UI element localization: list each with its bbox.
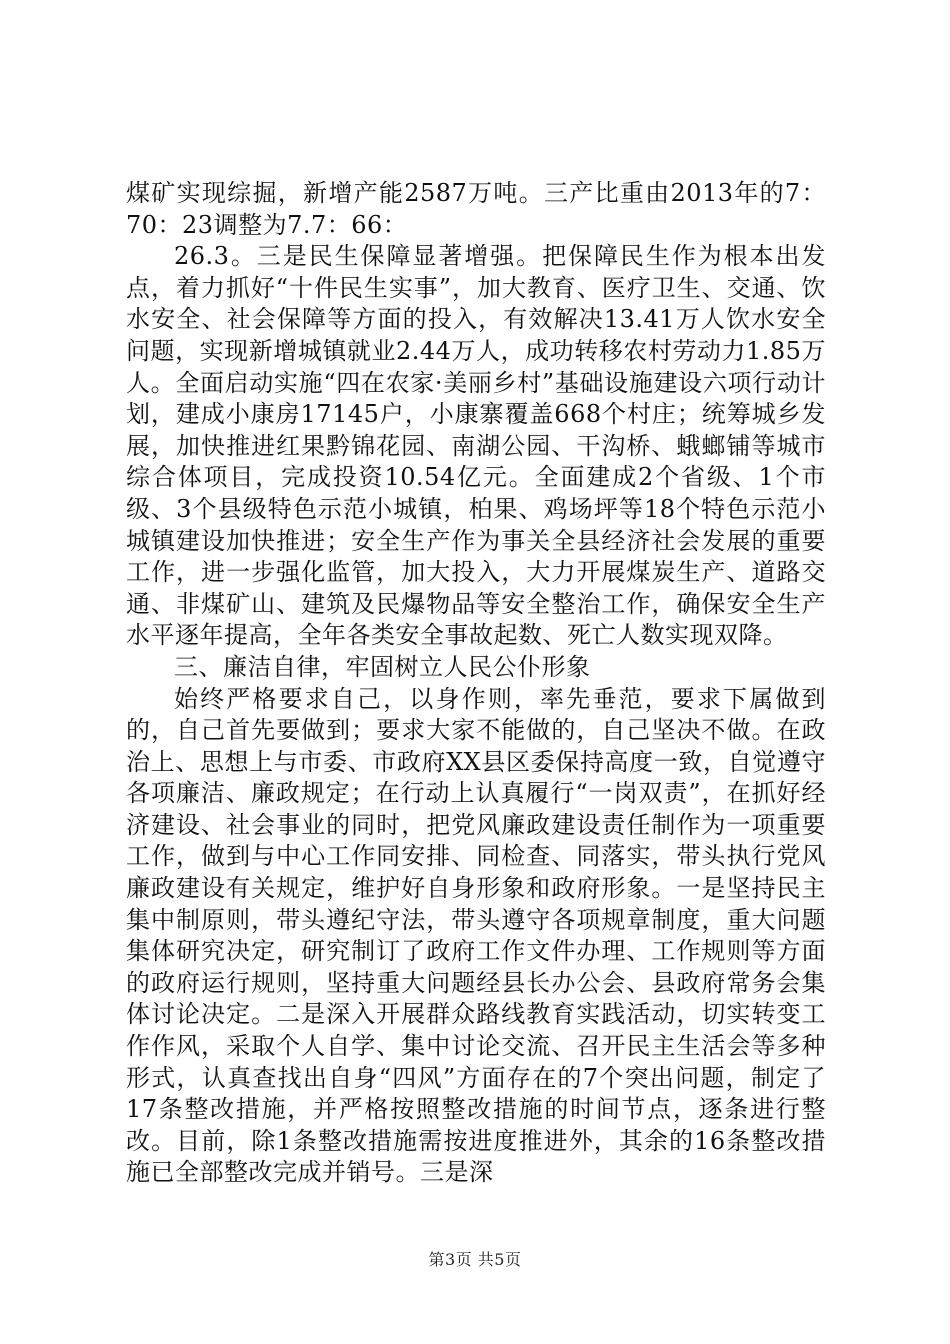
section-heading: 三、廉洁自律，牢固树立人民公仆形象 — [174, 652, 591, 681]
paragraph-2: 26.3。三是民生保障显著增强。把保障民生作为根本出发点，着力抓好“十件民生实事”，加大教育、医疗卫生、交通、饮水安全、社会保障等方面的投入，有效解决13.41万人饮水安全问题，实现新增城镇就业2.44万人，成功转移农村劳动力1.85万人。全面启动实施“四在农家·美丽乡村”基础设施建设六项行动计划，建成小康房17145户，小康寨覆盖668个村庄；统筹城乡发展，加快推进红果黔锦花园、南湖公园、干沟桥、蛾螂铺等城市综合体项目，完成投资10.54亿元。全面建成2个省级、1个市级、3个县级特色示范小城镇，柏果、鸡场坪等18个特色示范小城镇建设加快推进；安全生产作为事关全县经济社会发展的重要工作，进一步强化监管，加大投入，大力开展煤炭生产、道路交通、非煤矿山、建筑及民爆物品等安全整治工作，确保安全生产水平逐年提高，全年各类安全事故起数、死亡人数实现双降。 — [126, 242, 826, 650]
document-body — [126, 178, 826, 1189]
page-number-footer: 第3页 共5页 — [428, 1250, 522, 1269]
paragraph-3: 始终严格要求自己，以身作则，率先垂范，要求下属做到的，自己首先要做到；要求大家不能做的，自己坚决不做。在政治上、思想上与市委、市政府XX县区委保持高度一致，自觉遵守各项廉洁、廉政规定；在行动上认真履行“一岗双责”，在抓好经济建设、社会事业的同时，把党风廉政建设责任制作为一项重要工作，做到与中心工作同安排、同检查、同落实，带头执行党风廉政建设有关规定，维护好自身形象和政府形象。一是坚持民主集中制原则，带头遵纪守法，带头遵守各项规章制度，重大问题集体研究决定，研究制订了政府工作文件办理、工作规则等方面的政府运行规则，坚持重大问题经县长办公会、县政府常务会集体讨论决定。二是深入开展群众路线教育实践活动，切实转变工作作风，采取个人自学、集中讨论交流、召开民主生活会等多种形式，认真查找出自身“四风”方面存在的7个突出问题，制定了17条整改措施，并严格按照整改措施的时间节点，逐条进行整改。目前，除1条整改措施需按进度推进外，其余的16条整改措施已全部整改完成并销号。三是深 — [126, 684, 826, 1187]
paragraph-1: 煤矿实现综掘，新增产能2587万吨。三产比重由2013年的7：70：23调整为7.7：66： — [126, 179, 826, 239]
